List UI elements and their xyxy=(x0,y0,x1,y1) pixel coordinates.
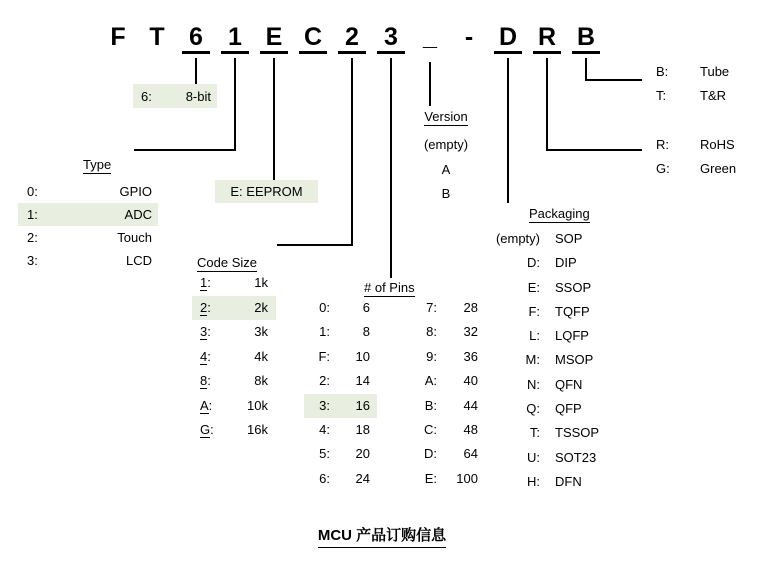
row-key: C: xyxy=(424,421,437,437)
row-key: B: xyxy=(656,64,669,79)
row-key: 6: xyxy=(319,470,330,486)
row-value: 40 xyxy=(463,373,478,389)
part-char-2: 6 xyxy=(182,24,210,54)
row-key: F: xyxy=(318,348,330,364)
row-key: Q: xyxy=(526,401,540,417)
part-char-8: _ xyxy=(423,23,437,51)
row-key: U: xyxy=(527,449,540,465)
row-key: T: xyxy=(656,88,667,103)
part-char-9: - xyxy=(464,23,474,51)
row-key: 8: xyxy=(426,324,437,340)
part-char-7: 3 xyxy=(377,24,405,54)
row-value: Touch xyxy=(117,230,152,245)
row-value: 100 xyxy=(456,470,478,486)
table-row xyxy=(304,442,478,466)
row-value: RoHS xyxy=(700,137,735,152)
connector-codesize-horizontal xyxy=(277,244,353,246)
row-key: R: xyxy=(656,137,669,152)
row-value: 1k xyxy=(254,275,268,290)
type-table xyxy=(18,180,158,272)
version-header: Version xyxy=(424,109,468,124)
part-char-12: B xyxy=(572,24,600,54)
table-row xyxy=(470,227,599,251)
row-value: LQFP xyxy=(555,328,589,344)
row-value: 14 xyxy=(355,373,370,389)
row-key: H: xyxy=(527,473,540,489)
connector-eeprom-vertical xyxy=(273,58,275,180)
table-row: 4: 4k xyxy=(192,345,276,370)
row-value: 10 xyxy=(355,348,370,364)
table-row xyxy=(656,60,729,84)
row-value: 20 xyxy=(355,446,370,462)
table-row xyxy=(470,421,599,445)
connector-codesize-vertical xyxy=(351,58,353,246)
table-row: 2: 2k xyxy=(192,296,276,321)
row-key: 4 xyxy=(200,348,208,364)
row-key: A xyxy=(200,397,209,413)
type-header: Type xyxy=(83,157,112,172)
row-value: QFN xyxy=(555,376,583,392)
table-row: 1: 1k xyxy=(192,271,276,296)
table-row xyxy=(470,348,599,372)
connector-rohs-horizontal xyxy=(546,149,642,151)
bits-box xyxy=(133,84,217,108)
table-row xyxy=(18,249,158,272)
connector-packaging-vertical xyxy=(507,58,509,203)
row-value: SOT23 xyxy=(555,449,597,465)
row-value: GPIO xyxy=(119,184,152,199)
connector-rohs-vertical xyxy=(546,58,548,151)
row-value: SSOP xyxy=(555,279,592,295)
table-row xyxy=(304,345,478,369)
table-row xyxy=(656,157,736,181)
row-value: 16 xyxy=(355,397,370,413)
tape-legend xyxy=(656,60,729,108)
row-value: 16k xyxy=(247,422,268,437)
row-value: 28 xyxy=(463,300,478,315)
row-value: T&R xyxy=(700,88,726,103)
row-key: F: xyxy=(528,303,540,319)
row-value: LCD xyxy=(125,253,152,268)
row-key: 2: xyxy=(27,230,38,245)
table-row: 8: 8k xyxy=(192,369,276,394)
row-value: 64 xyxy=(463,446,478,462)
row-key: A: xyxy=(424,373,437,389)
connector-version-vertical xyxy=(429,62,431,106)
row-value: MSOP xyxy=(555,352,594,368)
row-key: 5: xyxy=(319,446,330,462)
table-row xyxy=(470,324,599,348)
row-value: SOP xyxy=(555,231,583,246)
packaging-table xyxy=(470,227,599,494)
table-row xyxy=(18,180,158,203)
part-char-6: 2 xyxy=(338,24,366,54)
row-key: 1: xyxy=(27,207,38,222)
table-row xyxy=(304,296,478,320)
table-row xyxy=(304,394,478,418)
table-row xyxy=(470,446,599,470)
table-row xyxy=(470,251,599,275)
row-key: 3: xyxy=(27,253,38,268)
part-char-11: R xyxy=(533,24,561,54)
row-key: 2 xyxy=(200,299,208,315)
row-key: 1: xyxy=(319,324,330,340)
row-value: 6 xyxy=(362,300,370,315)
page-title: MCU 产品订购信息 xyxy=(0,524,764,548)
bits-value: 8-bit xyxy=(185,88,211,104)
row-value: Green xyxy=(700,161,737,176)
row-key: 8 xyxy=(200,373,208,388)
row-key: 1 xyxy=(200,275,208,290)
row-key: D: xyxy=(527,255,540,271)
list-item: A xyxy=(441,161,451,177)
row-value: 4k xyxy=(254,348,268,364)
part-char-3: 1 xyxy=(221,24,249,54)
table-row xyxy=(18,226,158,249)
row-key: 0: xyxy=(319,300,330,315)
eeprom-label: E: EEPROM xyxy=(230,184,303,199)
rohs-legend xyxy=(656,133,736,181)
pins-header: # of Pins xyxy=(364,280,415,295)
part-char-0: F xyxy=(110,23,126,51)
code-size-table xyxy=(192,271,276,443)
table-row xyxy=(470,397,599,421)
row-value: 2k xyxy=(254,299,268,315)
table-row: A: 10k xyxy=(192,394,276,419)
pins-table xyxy=(304,296,478,491)
row-value: 36 xyxy=(463,348,478,364)
row-key: 9: xyxy=(426,348,437,364)
row-key: G: xyxy=(656,161,670,176)
row-key: L: xyxy=(529,328,540,344)
table-row xyxy=(304,418,478,442)
row-value: 10k xyxy=(247,397,268,413)
row-key: 3 xyxy=(200,324,208,339)
row-value: 18 xyxy=(355,421,370,437)
table-row xyxy=(470,470,599,494)
connector-tape-vertical xyxy=(585,58,587,81)
connector-pins-vertical xyxy=(390,58,392,278)
version-options xyxy=(404,133,488,207)
list-item: (empty) xyxy=(423,137,469,152)
row-value: 44 xyxy=(463,397,478,413)
row-value: 8k xyxy=(254,373,268,388)
row-value: 48 xyxy=(463,421,478,437)
table-row xyxy=(470,276,599,300)
row-value: DIP xyxy=(555,255,577,271)
table-row xyxy=(470,300,599,324)
bits-key: 6: xyxy=(141,88,152,104)
row-key: G xyxy=(200,422,211,437)
row-value: QFP xyxy=(555,401,582,417)
row-value: 24 xyxy=(355,470,370,486)
row-key: E: xyxy=(527,279,540,295)
part-char-5: C xyxy=(299,24,327,54)
row-key: M: xyxy=(525,352,540,368)
table-row: G: 16k xyxy=(192,418,276,443)
part-char-4: E xyxy=(260,24,288,54)
part-char-1: T xyxy=(149,23,165,51)
row-value: ADC xyxy=(124,207,152,222)
connector-bits-vertical xyxy=(195,58,197,84)
table-row xyxy=(470,373,599,397)
code-size-header: Code Size xyxy=(197,255,257,270)
row-value: Tube xyxy=(700,64,730,79)
row-key: E: xyxy=(424,470,437,486)
eeprom-box xyxy=(215,180,318,203)
table-row xyxy=(304,467,478,491)
list-item: B xyxy=(441,186,451,201)
row-key: 2: xyxy=(319,373,330,389)
row-value: DFN xyxy=(555,473,582,489)
row-key: T: xyxy=(529,425,540,441)
table-row xyxy=(656,133,736,157)
row-key: B: xyxy=(424,397,437,413)
row-key: D: xyxy=(424,446,437,462)
row-value: 8 xyxy=(362,324,370,340)
table-row xyxy=(18,203,158,226)
row-key: 3: xyxy=(319,397,330,413)
connector-type-horizontal xyxy=(134,149,236,151)
connector-type-vertical xyxy=(234,58,236,151)
row-key: 4: xyxy=(319,421,330,437)
table-row: 3: 3k xyxy=(192,320,276,345)
row-value: TQFP xyxy=(555,303,590,319)
part-char-10: D xyxy=(494,24,522,54)
table-row xyxy=(656,84,729,108)
row-value: 32 xyxy=(463,324,478,340)
row-value: TSSOP xyxy=(555,425,600,441)
row-key: 7: xyxy=(426,300,437,315)
packaging-header: Packaging xyxy=(529,206,590,221)
table-row xyxy=(304,320,478,344)
row-key: (empty) xyxy=(495,231,540,246)
row-value: 3k xyxy=(254,324,268,339)
row-key: 0: xyxy=(27,184,38,199)
connector-tape-horizontal xyxy=(585,79,642,81)
row-key: N: xyxy=(527,376,540,392)
table-row xyxy=(304,369,478,393)
